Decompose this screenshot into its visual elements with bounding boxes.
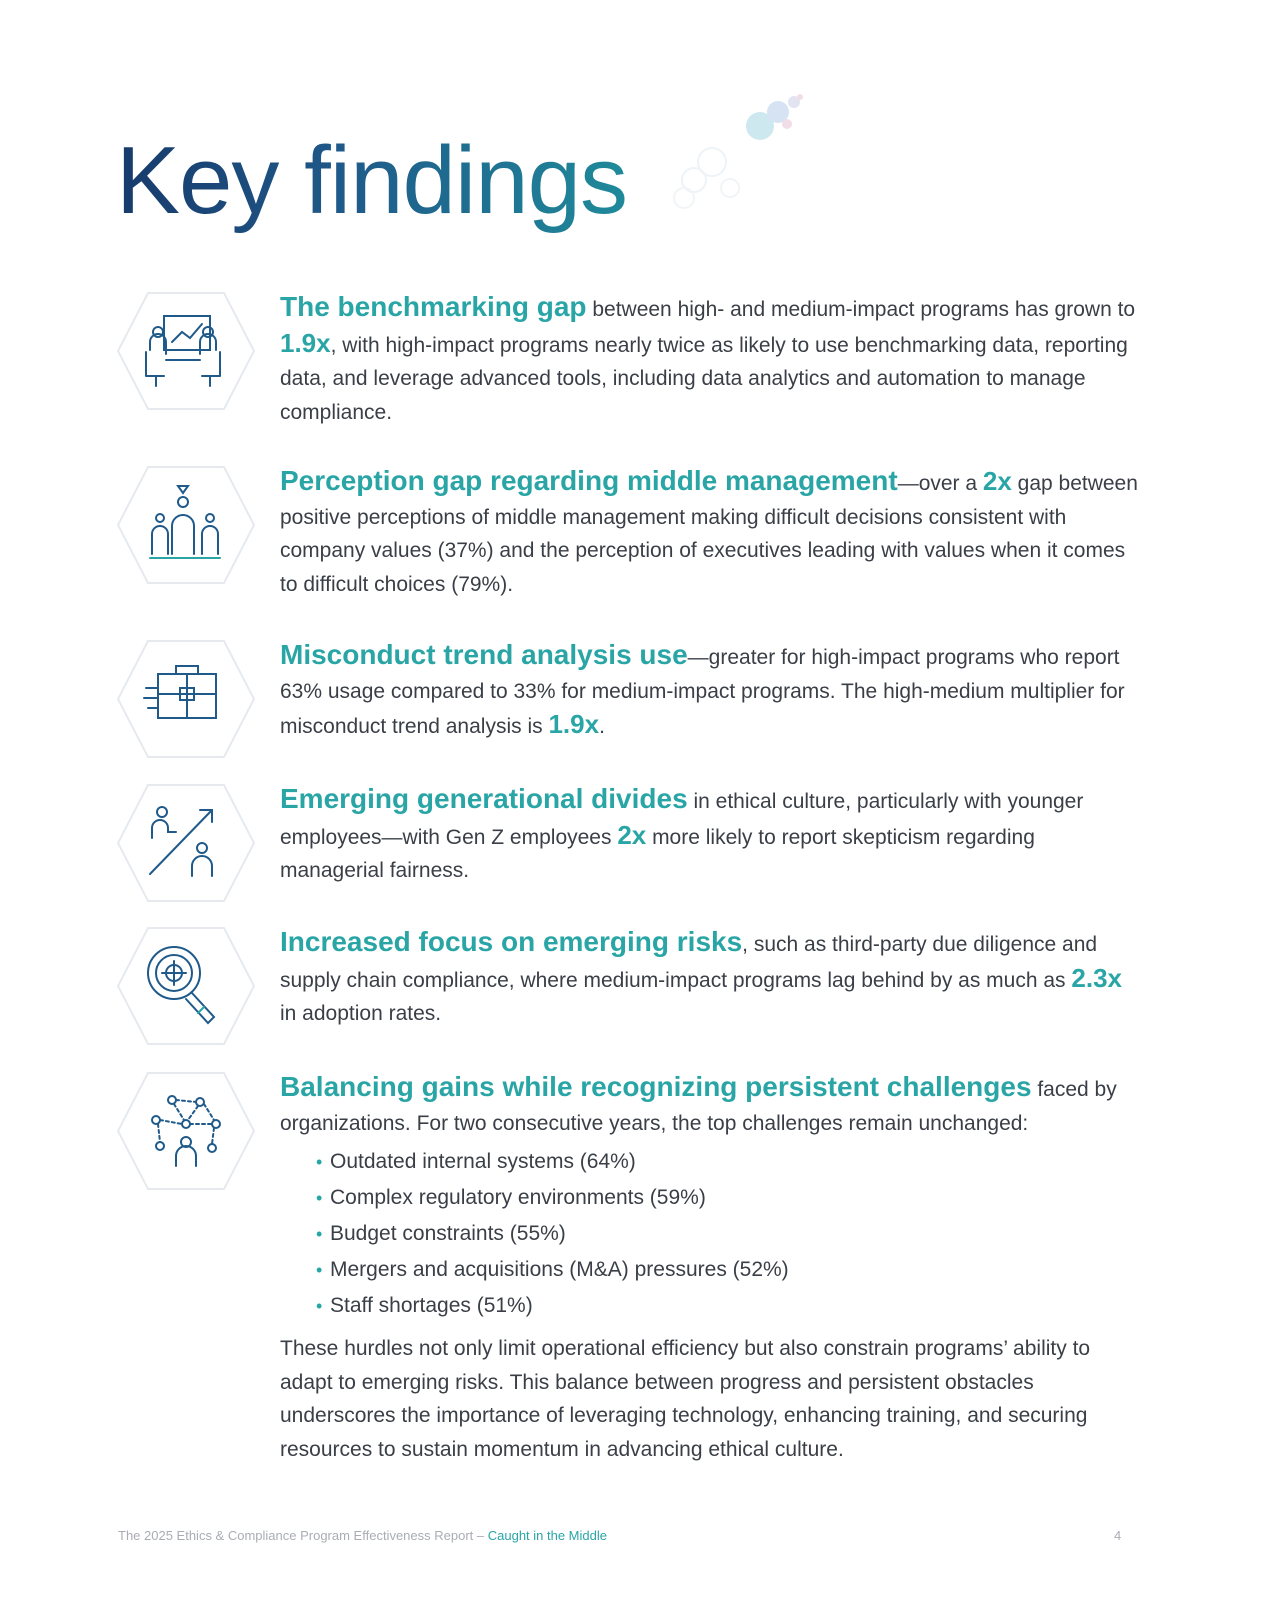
finding-highlight: Increased focus on emerging risks [280,926,743,957]
magnifier-target-icon [116,925,256,1047]
page-title: Key findings [116,127,627,234]
multiplier: 2.3x [1071,962,1122,993]
bubbles-decoration [660,88,840,218]
list-item: • Staff shortages (51%) [316,1288,1140,1324]
finding-text: Emerging generational divides in ethical culture, particularly with younger employees—with Gen Z employees 2x more likely to report skepticism regarding managerial fairness. [280,783,1084,882]
list-item: • Mergers and acquisitions (M&A) pressures (52%) [316,1252,1140,1288]
finding-text: The benchmarking gap between high- and medium-impact programs has grown to 1.9x, with high-impact programs nearly twice as likely to use benchmarking data, reporting data, and leverage advanced tools, including data analytics and automation to manage compliance. [280,291,1136,424]
multiplier: 2x [982,466,1012,496]
meeting-presentation-icon [116,290,256,412]
growth-people-icon [116,782,256,904]
finding-highlight: Misconduct trend analysis use [280,639,688,670]
finding-text: Perception gap regarding middle management—over a 2x gap between positive perceptions of middle management making difficult decisions consistent with company values (37%) and the perception of executives leading with values when it comes to difficult choices (79%). [280,465,1138,596]
finding-text: Balancing gains while recognizing persistent challenges faced by organizations. For two consecutive years, the top challenges remain unchanged: • Outdated internal systems (64%) • Complex regulatory environments (59%) • Budget constraints (55%) • Mergers and acquisitions (M&A) pressures (52%) • Staff shortages (51%) These hurdles not only limit operational efficiency but also constrain programs’ ability to adapt to emerging risks. This balance between progress and persistent obstacles underscores the importance of leveraging technology, enhancing training, and securing resources to sustain momentum in advancing ethical culture. [280,1070,1140,1466]
challenges-list [316,1144,1140,1324]
list-item: • Budget constraints (55%) [316,1216,1140,1252]
page-number: 4 [1114,1528,1122,1543]
finding-text: Increased focus on emerging risks, such as third-party due diligence and supply chain compliance, where medium-impact programs lag behind by as much as 2.3x in adoption rates. [280,926,1122,1025]
finding-highlight: Emerging generational divides [280,783,688,814]
closing-paragraph: These hurdles not only limit operational efficiency but also constrain programs’ ability to adapt to emerging risks. This balance between progress and persistent obstacles underscores the importance of leveraging technology, enhancing training, and securing resources to sustain momentum in advancing ethical culture. [280,1337,1091,1461]
multiplier: 1.9x [548,709,600,739]
multiplier: 1.9x [280,327,331,358]
briefcase-icon [116,638,256,760]
finding-text: Misconduct trend analysis use—greater for high-impact programs who report 63% usage compared to 33% for medium-impact programs. The high-medium multiplier for misconduct trend analysis is 1.9x. [280,639,1125,739]
multiplier: 2x [617,819,647,850]
team-leader-icon [116,464,256,586]
footer-subtitle: Caught in the Middle [487,1528,607,1543]
footer-report-title: The 2025 Ethics & Compliance Program Effectiveness Report – [118,1528,488,1543]
finding-highlight: The benchmarking gap [280,291,587,322]
finding-highlight: Perception gap regarding middle management [280,465,898,496]
list-item: • Complex regulatory environments (59%) [316,1180,1140,1216]
finding-highlight: Balancing gains while recognizing persistent challenges [280,1071,1032,1102]
list-item: • Outdated internal systems (64%) [316,1144,1140,1180]
network-person-icon [116,1070,256,1192]
footer [118,1528,607,1543]
